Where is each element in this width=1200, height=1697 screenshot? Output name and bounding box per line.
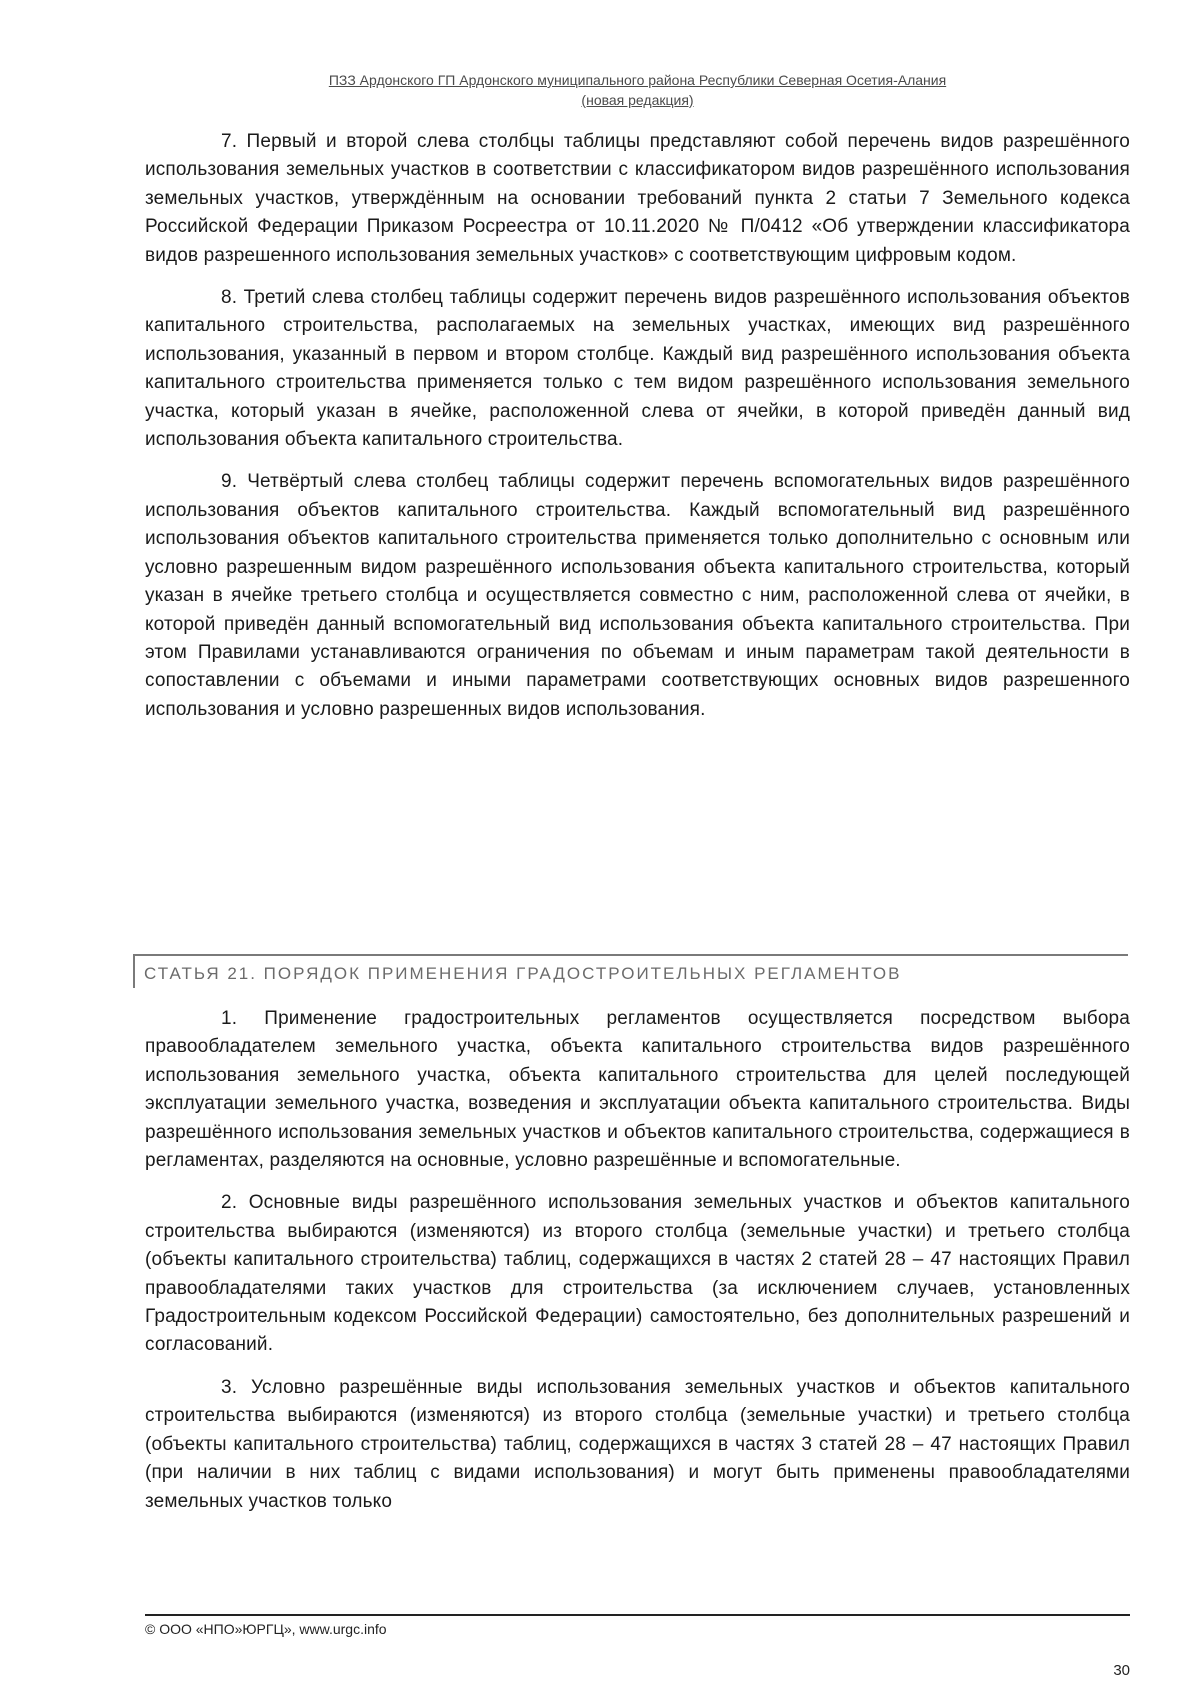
paragraph-7: 7. Первый и второй слева столбцы таблицы представляют собой перечень видов разрешённого использования земельных участков в соответствии с классификатором видов разрешённого использования земельных участков, утверждённым на основании требований пункта 2 статьи 7 Земельного кодекса Российской Федерации Приказом Росреестра от 10.11.2020 № П/0412 «Об утверждении классификатора видов разрешенного использования земельных участков» с соответствующим цифровым кодом.: [145, 131, 1130, 266]
article-21-paragraph-3: 3. Условно разрешённые виды использования земельных участков и объектов капитального строительства выбираются (изменяются) из второго столбца (земельные участки) и третьего столбца (объекты капитального строительства) таблиц, содержащихся в частях 3 статей 28 – 47 настоящих Правил (при наличии в них таблиц с видами использования) и могут быть применены правообладателями земельных участков только: [145, 1376, 1130, 1512]
header-document-title: ПЗЗ Ардонского ГП Ардонского муниципального района Республики Северная Осетия-Алания: [328, 72, 947, 88]
page-header: [145, 70, 1130, 110]
article-21-heading: [133, 954, 1128, 988]
page-number: 30: [1113, 1662, 1130, 1679]
footer-copyright: © ООО «НПО»ЮРГЦ», www.urgc.info: [145, 1621, 387, 1637]
header-edition: (новая редакция): [581, 92, 694, 108]
footer-divider: [145, 1614, 1130, 1616]
article-21-paragraph-1: 1. Применение градостроительных регламентов осуществляется посредством выбора правообладателем земельного участка, объекта капитального строительства видов разрешённого использования земельного участка, объекта капитального строительства для целей последующей эксплуатации земельного участка, возведения и эксплуатации объекта капитального строительства. Виды разрешённого использования земельных участков и объектов капитального строительства, содержащиеся в регламентах, разделяются на основные, условно разрешённые и вспомогательные.: [145, 1008, 1130, 1172]
paragraph-8: 8. Третий слева столбец таблицы содержит перечень видов разрешённого использования объектов капитального строительства, располагаемых на земельных участках, имеющих вид разрешённого использования, указанный в первом и втором столбце. Каждый вид разрешённого использования объекта капитального строительства применяется только с тем видом разрешённого использования земельного участка, который указан в ячейке, расположенной слева от ячейки, в которой приведён данный вид использования объекта капитального строительства.: [145, 287, 1130, 451]
article-21-paragraph-2: 2. Основные виды разрешённого использования земельных участков и объектов капитального строительства выбираются (изменяются) из второго столбца (земельные участки) и третьего столбца (объекты капитального строительства) таблиц, содержащихся в частях 2 статей 28 – 47 настоящих Правил правообладателями таких участков для строительства (за исключением случаев, установленных Градостроительным кодексом Российской Федерации) самостоятельно, без дополнительных разрешений и согласований.: [145, 1192, 1130, 1356]
paragraph-9: 9. Четвёртый слева столбец таблицы содержит перечень вспомогательных видов разрешённого использования объектов капитального строительства. Каждый вспомогательный вид разрешённого использования объектов капитального строительства применяется только дополнительно с основным или условно разрешенным видом разрешённого использования объекта капитального строительства, который указан в ячейке третьего столбца и осуществляется совместно с ним, расположенной слева от ячейки, в которой приведён данный вспомогательный вид использования объекта капитального строительства. При этом Правилами устанавливаются ограничения по объемам и иным параметрам такой деятельности в сопоставлении с объемами и иными параметрами соответствующих основных видов разрешенного использования и условно разрешенных видов использования.: [145, 471, 1130, 720]
body-text-article-21: [145, 1005, 1130, 1530]
body-text-section-1: [145, 128, 1130, 738]
article-21-heading-text: СТАТЬЯ 21. ПОРЯДОК ПРИМЕНЕНИЯ ГРАДОСТРОИТЕЛЬНЫХ РЕГЛАМЕНТОВ: [144, 964, 902, 983]
